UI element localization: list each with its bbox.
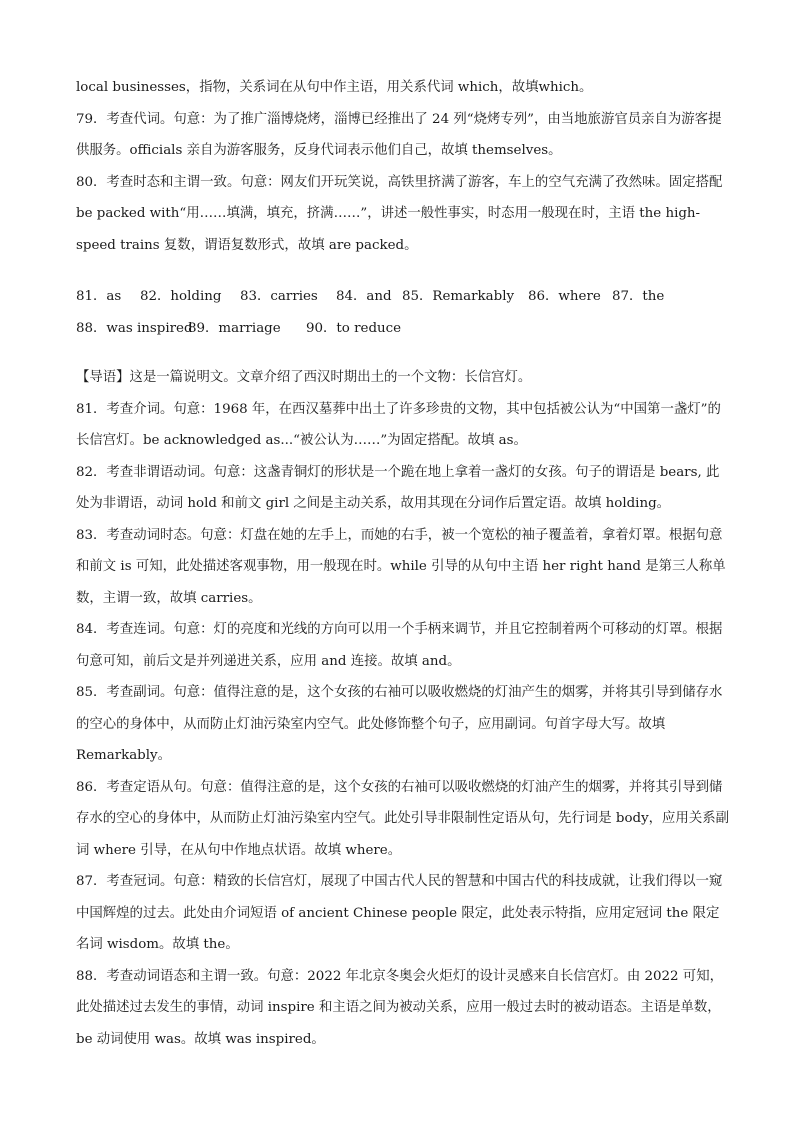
explanation-83: 83．考查动词时态。句意：灯盘在她的左手上，而她的右手，被一个宽松的袖子覆盖着，拿着灯罩。根据句意和前文 is 可知，此处描述客观事物，用一般现在时。while 引导的从句中主语 her right hand 是第三人称单数，主谓一致，故填 carries。: [76, 527, 726, 606]
explanation-86: 86．考查定语从句。句意：值得注意的是，这个女孩的右袖可以吸收燃烧的灯油产生的烟雾，并将其引导到储存水的空心的身体中，从而防止灯油污染室内空气。此处引导非限制性定语从句，先行词是 body，应用关系副词 where 引导，在从句中作地点状语。故填 where。: [76, 779, 729, 858]
answer-key: [76, 281, 732, 344]
answer-row-2: [76, 313, 732, 345]
answer-85: 85．Remarkably: [402, 289, 515, 304]
explanation-87: 87．考查冠词。句意：精致的长信宫灯，展现了中国古代人民的智慧和中国古代的科技成就，让我们得以一窥中国辉煌的过去。此处由介词短语 of ancient Chinese people 限定，此处表示特指，应用定冠词 the 限定名词 wisdom。故填 the。: [76, 874, 723, 952]
answer-86: 86．where: [528, 289, 601, 304]
explanation-88: 88．考查动词语态和主谓一致。句意：2022 年北京冬奥会火炬灯的设计灵感来自长信宫灯。由 2022 可知，此处描述过去发生的事情，动词 inspire 和主语之间为被动关系，应用一般过去时的被动语态。主语是单数，be 动词使用 was。故填 was inspired。: [76, 968, 723, 1047]
answer-90: 90．to reduce: [306, 320, 402, 336]
guide-intro: 【导语】这是一篇说明文。文章介绍了西汉时期出土的一个文物：长信宫灯。: [76, 370, 532, 385]
answer-83: 83．carries: [240, 289, 318, 304]
answer-row-1: [76, 281, 732, 313]
answer-87: 87．the: [612, 289, 665, 304]
answer-82: 82．holding: [140, 289, 222, 304]
answer-84: 84．and: [336, 289, 392, 304]
paragraph-79: 79．考查代词。句意：为了推广淄博烧烤，淄博已经推出了 24 列“烧烤专列”，由当地旅游官员亲自为游客提供服务。officials 亲自为游客服务，反身代词表示他们自己，故填 themselves。: [76, 111, 722, 158]
explanation-82: 82．考查非谓语动词。句意：这盏青铜灯的形状是一个跪在地上拿着一盏灯的女孩。句子的谓语是 bears, 此处为非谓语，动词 hold 和前文 girl 之间是主动关系，故用其现在分词作后置定语。故填 holding。: [76, 464, 720, 511]
paragraph-80: 80．考查时态和主谓一致。句意：网友们开玩笑说，高铁里挤满了游客，车上的空气充满了孜然味。固定搭配 be packed with“用……填满，填充，挤满……”，讲述一般性事实，时态用一般现在时，主语 the high-speed trains 复数，谓语复数形式，故填 are packed。: [76, 174, 723, 253]
answer-88: 88．was inspired: [76, 320, 193, 336]
explanation-84: 84．考查连词。句意：灯的亮度和光线的方向可以用一个手柄来调节，并且它控制着两个可移动的灯罩。根据句意可知，前后文是并列递进关系，应用 and 连接。故填 and。: [76, 622, 723, 669]
explanation-85: 85．考查副词。句意：值得注意的是，这个女孩的右袖可以吸收燃烧的灯油产生的烟雾，并将其引导到储存水的空心的身体中，从而防止灯油污染室内空气。此处修饰整个句子，应用副词。句首字母大写。故填 Remarkably。: [76, 685, 723, 763]
answer-81: 81．as: [76, 289, 122, 304]
answer-89: 89．marriage: [188, 320, 281, 336]
paragraph-78-end: local businesses，指物，关系词在从句中作主语，用关系代词 which，故填which。: [76, 80, 593, 95]
explanation-81: 81．考查介词。句意：1968 年，在西汉墓葬中出土了许多珍贵的文物，其中包括被公认为“中国第一盏灯”的长信宫灯。be acknowledged as...“被公认为……”为固定搭配。故填 as。: [76, 401, 721, 448]
